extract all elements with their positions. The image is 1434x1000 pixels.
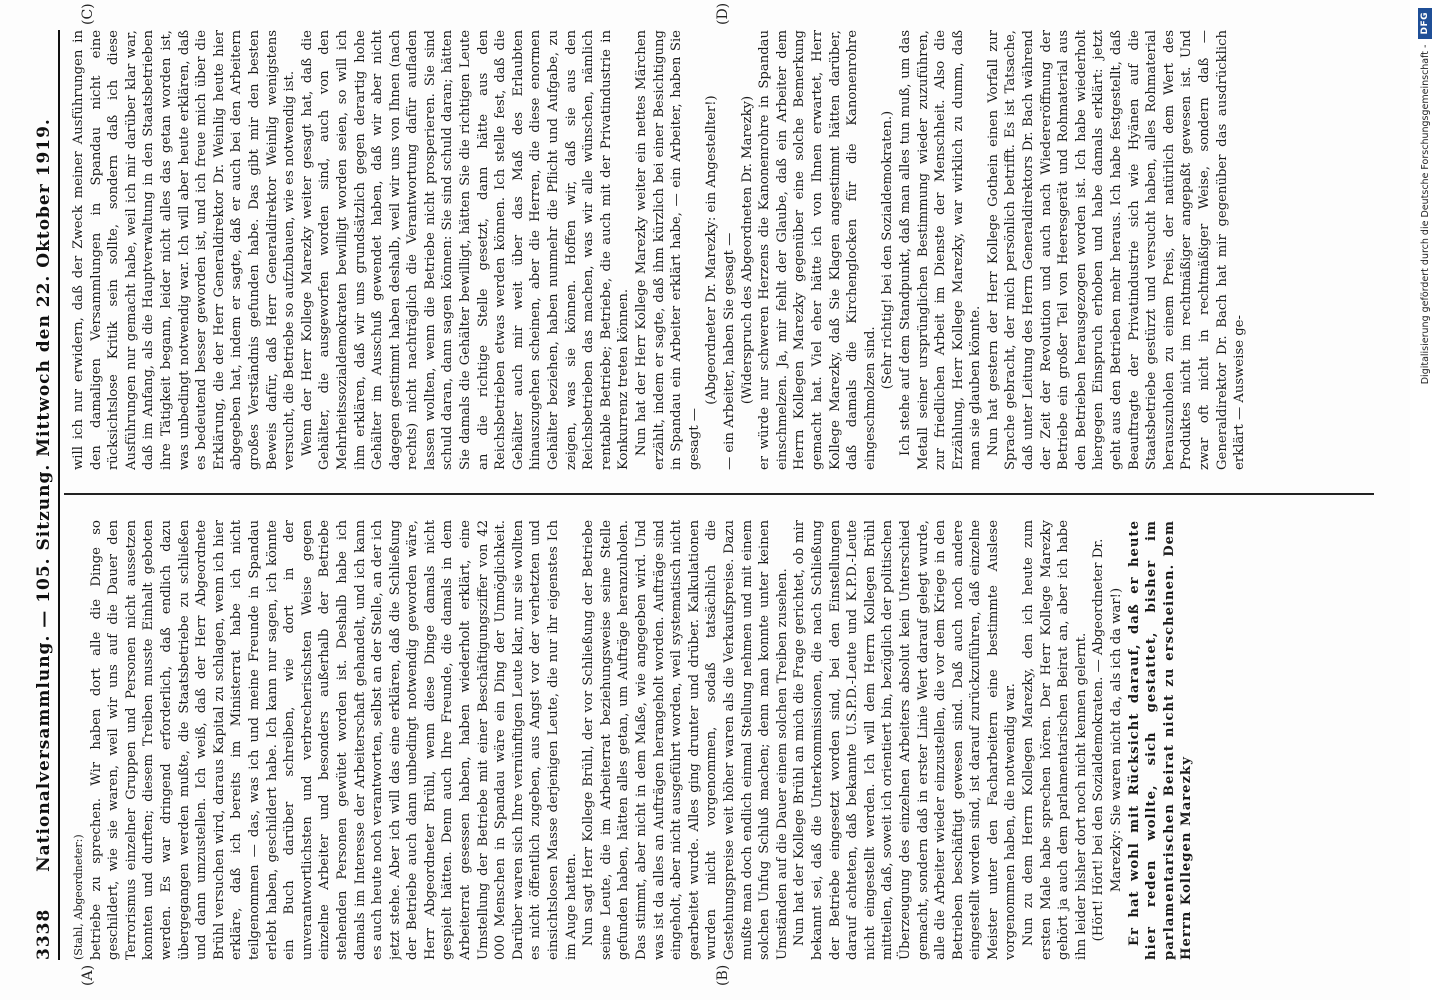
paragraph: Nun zu dem Herrn Kollegen Marezky, den ich heute zum ersten Male habe sprechen hören. Der Herr Kollege Marezky gehört ja auch dem parlamentarischen Beirat an, aber ich habe ihn leider bisher dort noch nicht kennen gelernt.	[1021, 520, 1089, 960]
speaker-label: (Stahl, Abgeordneter:)	[72, 834, 85, 960]
column-divider	[64, 493, 1374, 495]
page-number: 3338	[34, 908, 54, 960]
margin-mark-a: (A)	[80, 964, 96, 986]
text-column-right	[70, 30, 1370, 470]
paragraph: — ein Arbeiter, haben Sie gesagt —	[721, 232, 737, 470]
funding-note: Digitalisierung gefördert durch die Deutsche Forschungsgemeinschaft -	[1419, 44, 1431, 385]
margin-mark-c: (C)	[80, 3, 96, 25]
paragraph: Ich stehe auf dem Standpunkt, daß man alles tun muß, um das Metall seiner ursprünglichen Bestimmung wieder zuzuführen, zur friedlichen Arbeit im Dienste der Menschheit. Also die Erzählung, Herr Kollege Marezky, war wirklich zu dumm, daß man sie glauben könnte.	[897, 30, 984, 470]
paragraph: betriebe zu sprechen. Wir haben dort alle die Dinge so geschildert, wie sie waren, weil wir uns auf die Dauer den Terrorismus einzelner Gruppen und Personen nicht aussetzen konnten und durften; diesem Treiben musste Einhalt geboten werden. Es war dringend erforderlich, daß endlich dazu übergegangen werden mußte, die Staatsbetriebe zu schließen und dann umzustellen. Ich weiß, daß der Herr Abgeordnete Brühl versuchen wird, daraus Kapital zu schlagen, wenn ich hier erkläre, daß ich bereits im Ministerrat habe ich nicht teilgenommen — das, was ich und meine Freunde in Spandau erlebt haben, geschildert habe. Ich kann nur sagen, ich könnte ein Buch darüber schreiben, wie dort in der unverantwortlichsten und verbrecherischsten Weise gegen einzelne Arbeiter und besonders außerhalb der Betriebe stehenden Personen gewütet worden ist. Deshalb habe ich damals im Interesse der Arbeiterschaft gehandelt, und ich kann es auch heute noch verantworten, selbst an der Stelle, an der ich jetzt stehe. Aber ich will das eine erklären, daß die Schließung der Betriebe auch dann unbedingt notwendig geworden wäre, Herr Abgeordneter Brühl, wenn diese Dinge damals nicht gespielt hätten. Denn auch Ihre Freunde, die damals in dem Arbeiterrat gesessen haben, haben wiederholt erklärt, eine Umstellung der Betriebe mit einer Beschäftigungsziffer von 42 000 Menschen in Spandau wäre ein Ding der Unmöglichkeit. Darüber waren sich Ihre vernünftigen Leute klar, nur sie wollten es nicht öffentlich zugeben, aus Angst vor der verhetzten und einsichtslosen Masse derjenigen Leute, die nur ihr eigenstes Ich im Auge hatten.	[88, 520, 579, 960]
interjection: (Hört! Hört! bei den Sozialdemokraten. — Abgeordneter Dr. Marezky: Sie waren nicht da, als ich da war!)	[1091, 538, 1125, 942]
paragraph: Wenn der Herr Kollege Marezky weiter gesagt hat, daß die Gehälter, die ausgeworfen worden sind, auch von den Mehrheitssozialdemokraten bewilligt worden seien, so will ich ihm erklären, daß wir uns grundsätzlich gegen derartig hohe Gehälter im Ausschuß gewendet haben, daß wir aber nicht dagegen gestimmt haben deshalb, weil wir uns von Ihnen (nach rechts) nicht nachträglich die Verantwortung dafür aufladen lassen wollten, wenn die Betriebe nicht prosperieren. Sie sind schuld daran, dann sagen können: Sie sind schuld daran; hätten Sie damals die Gehälter bewilligt, hätten Sie die richtigen Leute an die richtige Stelle gesetzt, dann hätte aus den Reichsbetrieben etwas werden können. Ich stelle fest, daß die Gehälter auch mir weit über das Maß des Erlaubten hinauszugehen scheinen, aber die Herren, die diese enormen Gehälter beziehen, haben nunmehr die Pflicht und Aufgabe, zu zeigen, was sie können. Hoffen wir, daß sie aus den Reichsbetrieben das machen, was wir alle wünschen, nämlich rentable Betriebe; Betriebe, die auch mit der Privatindustrie in Konkurrenz treten können.	[299, 30, 632, 470]
paragraph: Nun hat der Kollege Brühl an mich die Frage gerichtet, ob mir bekannt sei, daß die Unterkommissionen, die nach Schließung der Betriebe eingesetzt worden sind, bei den Einstellungen darauf achteten, daß bekannte U.S.P.D.-Leute und K.P.D.-Leute nicht eingestellt werden. Ich will dem Herrn Kollegen Brühl mitteilen, daß, soweit ich orientiert bin, bezüglich der politischen Überzeugung des einzelnen Arbeiters absolut kein Unterschied gemacht, sondern daß in erster Linie Wert darauf gelegt wurde, alle die Arbeiter wieder einzustellen, die vor dem Kriege in den Betrieben beschäftigt gewesen sind. Daß auch noch andere eingestellt worden sind, ist darauf zurückzuführen, daß einzelne Meister unter den Facharbeitern eine bestimmte Auslese vorgenommen haben, die notwendig war.	[792, 520, 1019, 960]
page-header	[28, 30, 60, 960]
interjection: (Sehr richtig! bei den Sozialdemokraten.)	[880, 110, 896, 390]
dfg-logo: DFG	[1418, 8, 1432, 39]
paragraph: Nun sagt Herr Kollege Brühl, der vor Schließung der Betriebe seine Leute, die im Arbeiterrat beziehungsweise seine Stelle gefunden haben, hätten alles getan, um Aufträge heranzuholen. Das stimmt, aber nicht in dem Maße, wie angegeben wird. Und was ist da alles an Aufträgen herangeholt worden. Aufträge sind eingeholt, aber nicht ausgeführt worden, weil systematisch nicht gearbeitet wurde. Alles ging drunter und drüber. Kalkulationen wurden nicht vorgenommen, sodaß tatsächlich die Gestehungspreise weit höher waren als die Verkaufspreise. Dazu mußte man doch endlich einmal Stellung nehmen und mit einem solchen Unfug Schluß machen; denn man konnte unter keinen Umständen auf die Dauer einem solchen Treiben zusehen.	[581, 520, 790, 960]
dfg-stamp	[1410, 0, 1434, 1000]
paragraph: Nun hat der Herr Kollege Marezky weiter ein nettes Märchen erzählt, indem er sagte, daß ihm kürzlich bei einer Besichtigung in Spandau ein Arbeiter erklärt habe, — ein Arbeiter, haben Sie gesagt —	[634, 30, 702, 470]
paragraph: er würde nur schweren Herzens die Kanonenrohre in Spandau einschmelzen. Ja, mir fehlt der Glaube, daß ein Arbeiter dem Herrn Kollegen Marezky gegenüber eine solche Bemerkung gemacht hat. Viel eher hätte ich von Ihnen erwartet, Herr Kollege Marezky, daß Sie Klagen angestimmt hätten darüber, daß damals die Kirchenglocken für die Kanonenrohre eingeschmolzen sind.	[757, 30, 878, 470]
margin-mark-d: (D)	[715, 2, 731, 25]
margin-mark-b: (B)	[715, 964, 731, 986]
text-column-left	[70, 520, 1370, 960]
running-title: Nationalversammlung. — 105. Sitzung. Mittwoch den 22. Oktober 1919.	[34, 118, 54, 872]
paragraph: will ich nur erwidern, daß der Zweck meiner Ausführungen in den damaligen Versammlungen in Spandau nicht eine rücksichtslose Kritik sein sollte, sondern daß ich diese Ausführungen nur gemacht habe, weil ich mir darüber klar war, daß im Anfang, als die Hauptverwaltung in den Staatsbetrieben ihre Tätigkeit begann, leider nicht alles das getan worden ist, was unbedingt notwendig war. Ich will aber heute erklären, daß es bedeutend besser geworden ist, und ich freue mich über die Erklärung, die der Herr Generaldirektor Dr. Weinlig heute hier abgegeben hat, indem er sagte, daß er auch bei den Arbeitern großes Verständnis gefunden habe. Das gibt mir den besten Beweis dafür, daß Herr Generaldirektor Weinlig wenigstens versucht, die Betriebe so aufzubauen, wie es notwendig ist.	[71, 30, 298, 470]
interjection: (Abgeordneter Dr. Marezky: ein Angestellter!)	[704, 95, 720, 405]
interjection: (Widerspruch des Abgeordneten Dr. Marezky)	[739, 95, 755, 405]
paragraph-emphasis: Er hat wohl mit Rücksicht darauf, daß er heute hier reden wollte, sich gestattet, bisher im parlamentarischen Beirat nicht zu erscheinen. Dem Herrn Kollegen Marezky	[1126, 520, 1195, 960]
paragraph: Nun hat gestern der Herr Kollege Gothein einen Vorfall zur Sprache gebracht, der mich persönlich betrifft. Es ist Tatsache, daß unter Leitung des Herrn Generaldirektors Dr. Bach während der Zeit der Revolution und auch nach Wiedereröffnung der Betriebe ein großer Teil von Heeresgerät und Rohmaterial aus den Betrieben herausgezogen worden ist. Ich habe wiederholt hiergegen Einspruch erhoben und habe damals erklärt: jetzt geht aus den Betrieben mehr heraus. Ich habe festgestellt, daß Beauftragte der Privatindustrie sich wie Hyänen auf die Staatsbetriebe gestürzt und versucht haben, alles Rohmaterial herauszuholen zu einem Preis, der natürlich dem Wert des Produktes nicht im rechtmäßiger angepaßt gewesen ist. Und zwar oft nicht in rechtmäßiger Weise, sondern daß — Generaldirektor Dr. Bach hat mir gegenüber das ausdrücklich erklärt — Ausweise ge-	[985, 30, 1248, 470]
